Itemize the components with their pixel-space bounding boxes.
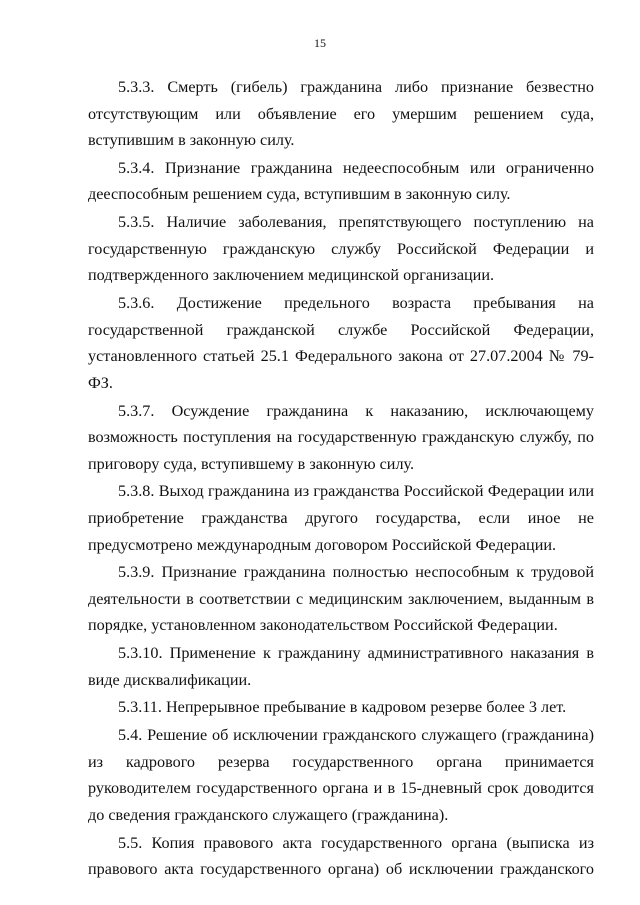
page-number: 15 <box>314 36 326 50</box>
paragraph-5-3-11: 5.3.11. Непрерывное пребывание в кадровом резерве более 3 лет. <box>118 698 567 717</box>
paragraph-5-3-10: 5.3.10. Применение к гражданину административного наказания в виде дисквалификации. <box>88 644 594 689</box>
paragraph-5-3-5: 5.3.5. Наличие заболевания, препятствующего поступлению на государственную гражданскую службу Российской Федерации и подтвержденного заключением медицинской организации. <box>88 213 594 285</box>
paragraph-5-5: 5.5. Копия правового акта государственного органа (выписка из правового акта государственного органа) об исключении гражданского <box>88 833 594 879</box>
paragraph-5-3-6: 5.3.6. Достижение предельного возраста пребывания на государственной гражданской службе Российской Федерации, установленного статьей 25.1 Федерального закона от 27.07.2004 № 79-ФЗ. <box>88 294 594 392</box>
paragraph-5-4: 5.4. Решение об исключении гражданского служащего (гражданина) из кадрового резерва государственного органа принимается руководителем государственного органа и в 15-дневный срок доводится до сведения гражданского служащего (гражданина). <box>88 726 594 824</box>
document-body <box>88 74 594 884</box>
paragraph-5-3-8: 5.3.8. Выход гражданина из гражданства Российской Федерации или приобретение гражданства другого государства, если иное не предусмотрено международным договором Российской Федерации. <box>88 482 594 554</box>
paragraph-5-3-4: 5.3.4. Признание гражданина недееспособным или ограниченно дееспособным решением суда, вступившим в законную силу. <box>88 158 594 204</box>
paragraph-5-3-7: 5.3.7. Осуждение гражданина к наказанию, исключающему возможность поступления на государственную гражданскую службу, по приговору суда, вступившему в законную силу. <box>88 401 594 473</box>
paragraph-5-3-3: 5.3.3. Смерть (гибель) гражданина либо признание безвестно отсутствующим или объявление его умершим решением суда, вступившим в законную силу. <box>88 78 594 150</box>
paragraph-5-3-9: 5.3.9. Признание гражданина полностью неспособным к трудовой деятельности в соответствии с медицинским заключением, выданным в порядке, установленном законодательством Российской Федерации. <box>88 563 594 635</box>
